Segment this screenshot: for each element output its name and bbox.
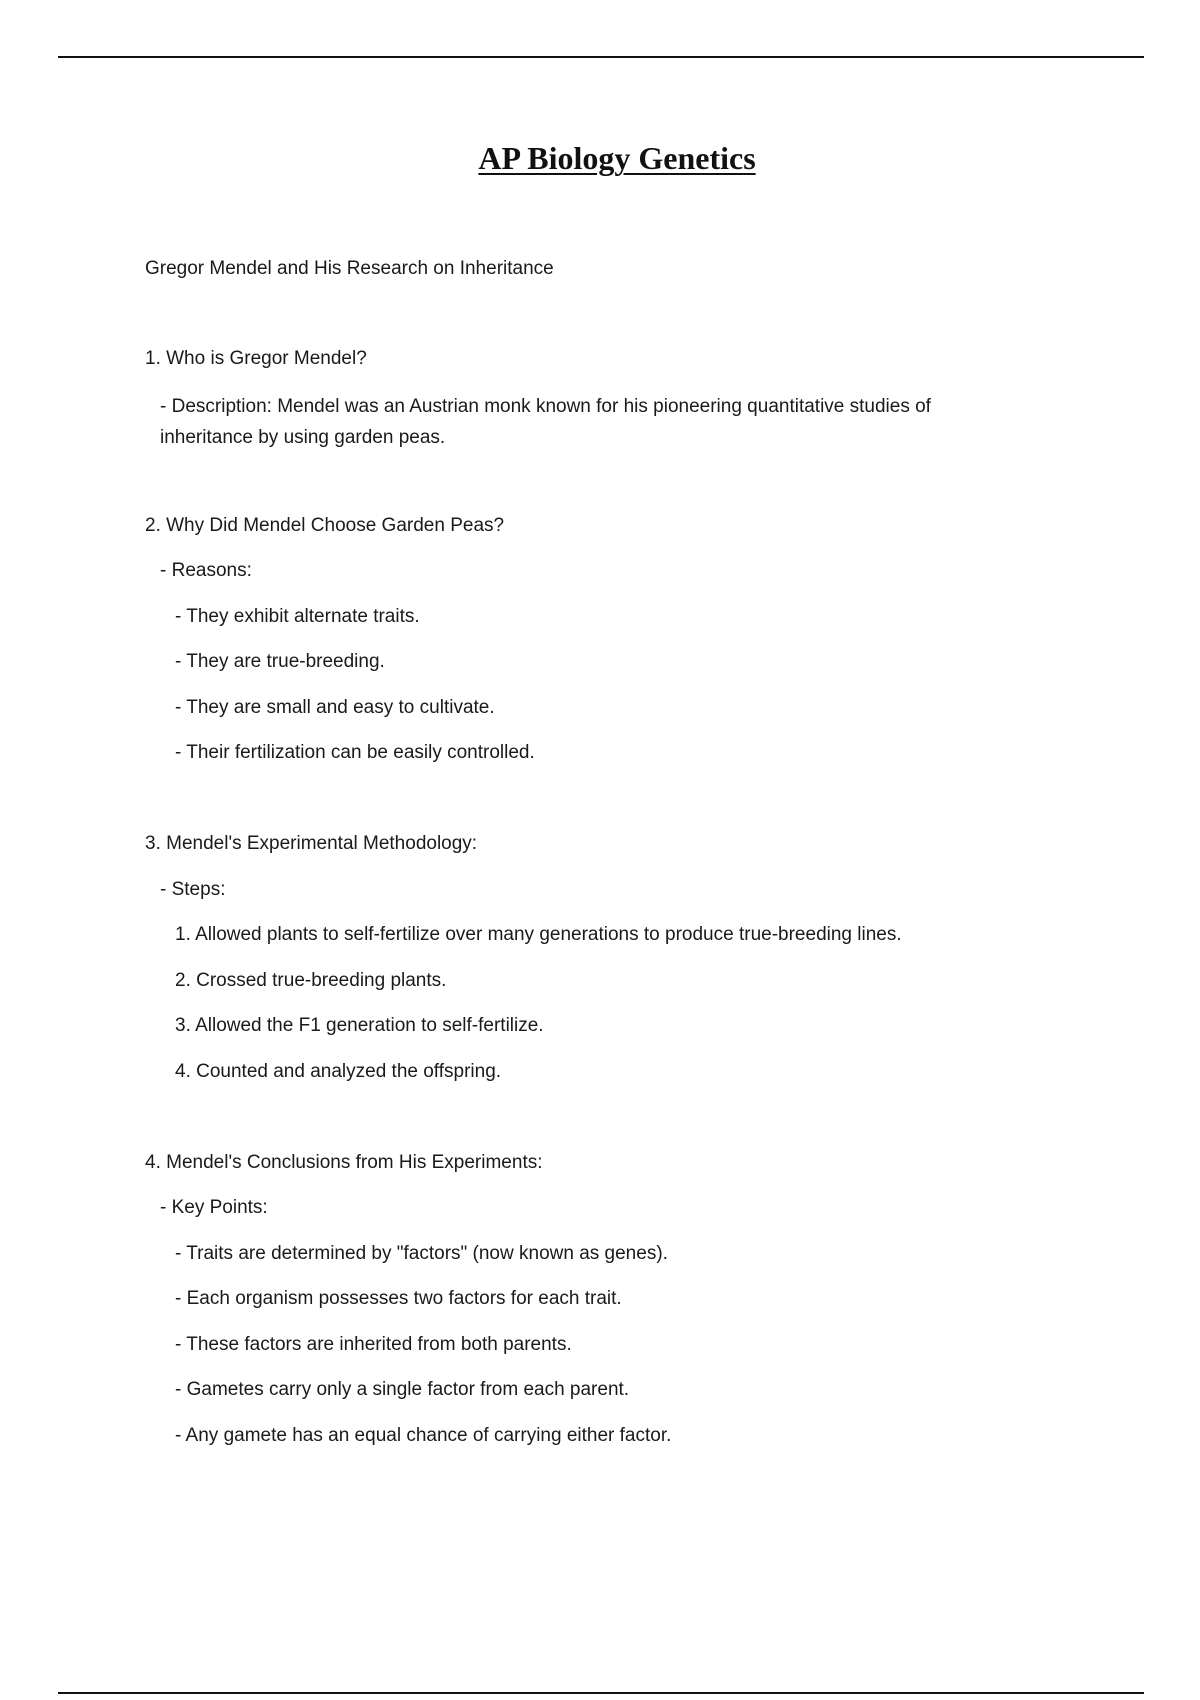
list-item: - They are small and easy to cultivate. — [175, 697, 495, 718]
list-item: - Their fertilization can be easily controlled. — [175, 742, 535, 763]
list-item: - Gametes carry only a single factor from each parent. — [175, 1379, 630, 1400]
section-1-description: - Description: Mendel was an Austrian monk known for his pioneering quantitative studies of inheritance by using garden peas. — [160, 396, 931, 448]
list-item: - Any gamete has an equal chance of carrying either factor. — [175, 1425, 672, 1446]
document-subtitle: Gregor Mendel and His Research on Inheritance — [145, 258, 554, 279]
section-3-label: - Steps: — [160, 879, 226, 900]
list-item: 2. Crossed true-breeding plants. — [175, 970, 447, 991]
section-4-label: - Key Points: — [160, 1197, 268, 1218]
list-item: - These factors are inherited from both parents. — [175, 1334, 572, 1355]
list-item: - They exhibit alternate traits. — [175, 606, 420, 627]
section-2-heading: 2. Why Did Mendel Choose Garden Peas? — [145, 515, 505, 536]
section-3-heading: 3. Mendel's Experimental Methodology: — [145, 833, 478, 854]
section-4-heading: 4. Mendel's Conclusions from His Experiments: — [145, 1152, 543, 1173]
section-2-label: - Reasons: — [160, 560, 252, 581]
document-title: AP Biology Genetics — [478, 140, 756, 176]
bottom-rule — [58, 1692, 1144, 1694]
list-item: - Traits are determined by "factors" (now known as genes). — [175, 1243, 668, 1264]
list-item: - They are true-breeding. — [175, 651, 385, 672]
section-1-heading: 1. Who is Gregor Mendel? — [145, 348, 367, 369]
list-item: 4. Counted and analyzed the offspring. — [175, 1061, 502, 1082]
list-item: 1. Allowed plants to self-fertilize over many generations to produce true-breeding lines. — [175, 924, 902, 945]
list-item: 3. Allowed the F1 generation to self-fertilize. — [175, 1015, 544, 1036]
list-item: - Each organism possesses two factors for each trait. — [175, 1288, 622, 1309]
top-rule — [58, 56, 1144, 58]
